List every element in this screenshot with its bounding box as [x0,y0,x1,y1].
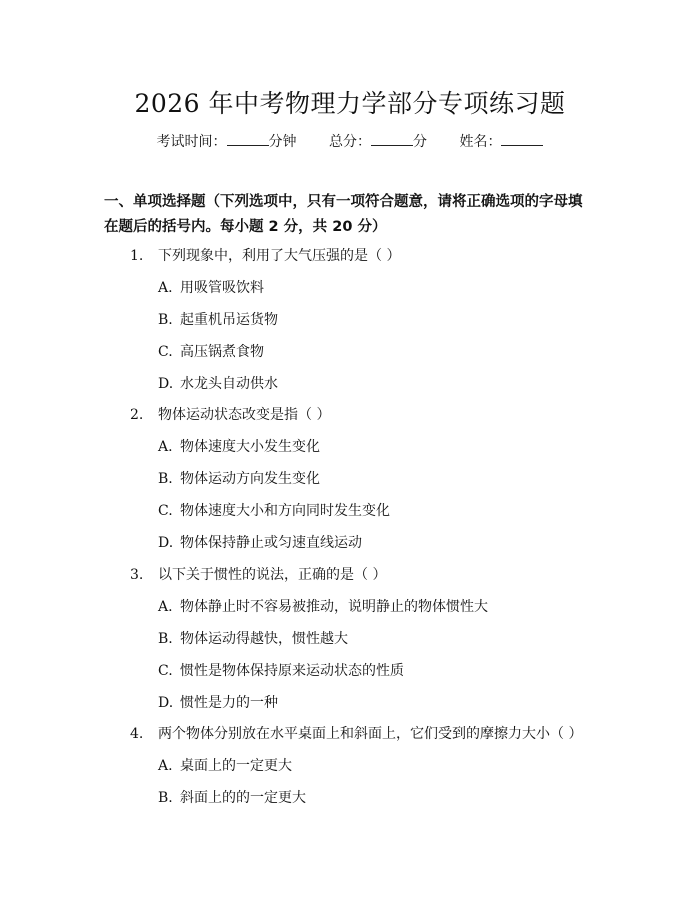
question-2-option-d [158,532,362,552]
option-text: 斜面上的的一定更大 [180,790,306,806]
question-3-option-d [158,692,278,712]
question-text: 物体运动状态改变是指（ ） [158,407,331,423]
question-3 [130,564,386,584]
question-number: 2. [130,407,144,423]
question-text: 以下关于惯性的说法，正确的是（ ） [158,567,387,583]
exam-info-row [0,131,700,151]
question-3-option-c [158,660,404,680]
question-2-option-c [158,500,390,520]
question-4-option-b [158,787,306,807]
question-3-option-b [158,628,348,648]
student-name-field [459,131,543,151]
option-text: 物体速度大小发生变化 [180,439,320,455]
question-2-option-a [158,436,320,456]
total-score-blank [371,133,413,146]
question-text: 两个物体分别放在水平桌面上和斜面上，它们受到的摩擦力大小（ ） [158,726,583,742]
question-1-option-b [158,309,278,329]
option-text: 物体速度大小和方向同时发生变化 [180,503,390,519]
option-letter: C. [158,663,173,679]
question-text: 下列现象中，利用了大气压强的是（ ） [158,248,401,264]
option-letter: B. [158,471,173,487]
option-text: 物体保持静止或匀速直线运动 [180,535,362,551]
option-letter: A. [158,758,173,774]
option-text: 高压锅煮食物 [180,344,264,360]
page-title: 2026 年中考物理力学部分专项练习题 [134,89,566,118]
question-1-option-a [158,277,264,297]
question-1-option-d [158,373,278,393]
exam-time-unit: 分钟 [268,134,297,150]
option-text: 物体运动得越快，惯性越大 [180,631,348,647]
question-4 [130,723,582,743]
question-1 [130,245,400,265]
student-name-blank [501,133,543,146]
option-text: 桌面上的一定更大 [180,758,292,774]
option-letter: D. [158,535,174,551]
question-number: 4. [130,726,144,742]
option-letter: A. [158,599,173,615]
question-4-option-a [158,755,292,775]
option-letter: C. [158,503,173,519]
question-3-option-a [158,596,488,616]
option-text: 惯性是物体保持原来运动状态的性质 [180,663,404,679]
total-score-field [329,131,427,151]
total-score-label: 总分： [329,134,371,150]
question-2 [130,404,330,424]
option-text: 物体运动方向发生变化 [180,471,320,487]
option-text: 惯性是力的一种 [180,695,278,711]
option-text: 用吸管吸饮料 [180,280,264,296]
option-text: 起重机吊运货物 [180,312,278,328]
exam-time-field [157,131,297,151]
option-letter: B. [158,790,173,806]
exam-time-blank [227,133,269,146]
student-name-label: 姓名： [459,134,502,150]
option-letter: D. [158,695,174,711]
option-letter: C. [158,344,173,360]
total-score-unit: 分 [413,134,427,150]
exam-time-label: 考试时间： [156,134,227,150]
option-letter: D. [158,376,174,392]
option-letter: A. [158,280,173,296]
question-number: 3. [130,567,144,583]
question-1-option-c [158,341,264,361]
section-heading: 一、单项选择题（下列选项中，只有一项符合题意，请将正确选项的字母填在题后的括号内。每小题 2 分，共 20 分） [104,194,583,235]
option-letter: B. [158,312,173,328]
option-letter: B. [158,631,173,647]
option-text: 水龙头自动供水 [180,376,278,392]
option-letter: A. [158,439,173,455]
question-number: 1. [130,248,144,264]
option-text: 物体静止时不容易被推动，说明静止的物体惯性大 [180,599,488,615]
question-2-option-b [158,468,320,488]
